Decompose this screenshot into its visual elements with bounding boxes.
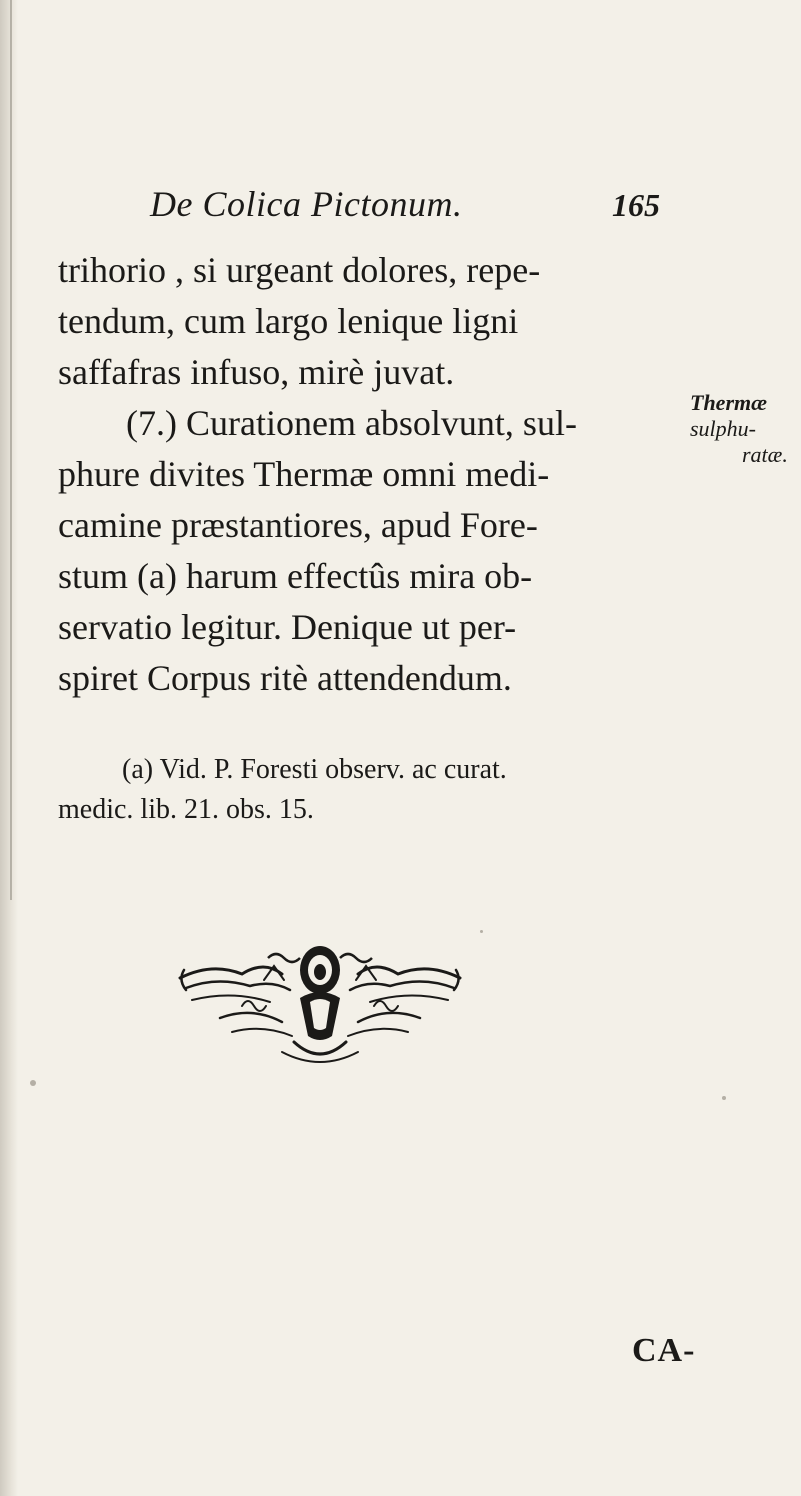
margin-note — [690, 390, 800, 468]
text-line: camine præstantiores, apud Fore- — [58, 505, 538, 545]
running-title: De Colica Pictonum. — [150, 184, 463, 224]
text-line: (7.) Curationem absolvunt, sul- — [126, 403, 577, 443]
page-number: 165 — [612, 187, 660, 223]
footnote — [58, 750, 758, 830]
paper-speck — [722, 1096, 726, 1100]
text-line: servatio legitur. Denique ut per- — [58, 607, 517, 647]
text-line: phure divites Thermæ omni medi- — [58, 454, 550, 494]
body-text — [58, 245, 618, 704]
paper-speck — [480, 930, 483, 933]
margin-note-line: ratæ. — [742, 442, 788, 467]
catchword: CA- — [632, 1332, 696, 1369]
margin-note-line: Thermæ — [690, 390, 767, 415]
tailpiece-ornament-icon — [172, 940, 468, 1075]
text-line: spiret Corpus ritè attendendum. — [58, 658, 512, 698]
text-line: stum (a) harum effectûs mira ob- — [58, 556, 533, 596]
page-header — [150, 183, 660, 235]
footnote-line: medic. lib. 21. obs. 15. — [58, 794, 314, 825]
paper-speck — [30, 1080, 36, 1086]
margin-note-line: sulphu- — [690, 416, 756, 441]
footnote-line: (a) Vid. P. Foresti observ. ac curat. — [122, 754, 507, 785]
text-line: tendum, cum largo lenique ligni — [58, 301, 519, 341]
text-line: saffafras infuso, mirè juvat. — [58, 352, 455, 392]
text-line: trihorio , si urgeant dolores, repe- — [58, 250, 541, 290]
